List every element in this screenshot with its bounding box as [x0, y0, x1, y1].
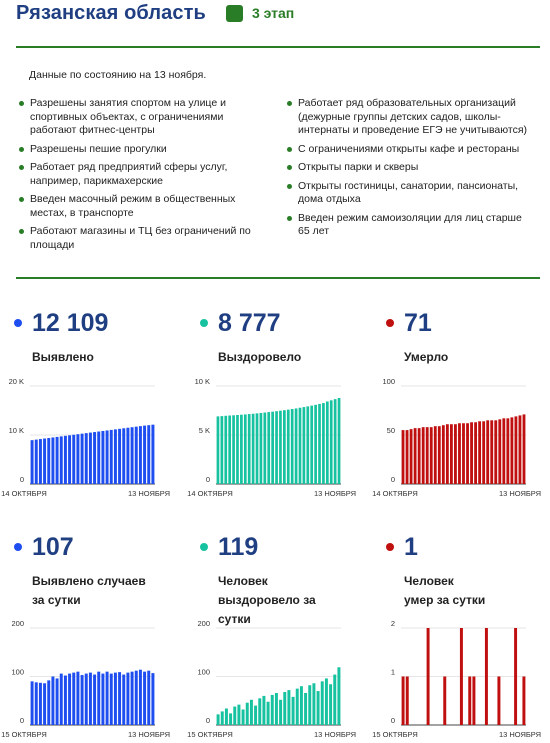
bar	[490, 420, 493, 484]
bar	[39, 683, 42, 725]
bar	[258, 698, 261, 725]
bar	[422, 427, 425, 484]
bar	[515, 416, 518, 484]
bar	[126, 673, 129, 725]
bar	[299, 408, 302, 484]
bar	[131, 427, 134, 484]
bar	[122, 675, 125, 725]
measure-item: Работает ряд предприятий сферы услуг, например, парикмахерские	[19, 161, 269, 188]
bar	[131, 672, 134, 725]
bar	[122, 428, 125, 484]
bar	[402, 677, 405, 726]
bar	[333, 675, 336, 725]
bar	[430, 427, 433, 484]
stat-label: Выздоровело	[218, 350, 302, 364]
bar	[300, 686, 303, 725]
y-tick-label: 100	[11, 667, 24, 677]
bar	[60, 674, 63, 725]
chart-detected-daily	[0, 620, 175, 743]
bar	[260, 413, 263, 484]
bar	[68, 674, 71, 725]
bar	[139, 670, 142, 725]
bar	[240, 415, 243, 484]
x-tick-label-end: 13 НОЯБРЯ	[127, 489, 171, 498]
bar	[43, 439, 46, 484]
y-tick-label: 10 K	[194, 377, 210, 386]
bar	[287, 690, 290, 725]
bar	[321, 681, 324, 725]
bar	[462, 423, 465, 484]
measure-item: Работают магазины и ТЦ без ограничений по площади	[19, 225, 269, 252]
bar	[506, 418, 509, 484]
bar	[443, 677, 446, 726]
stat-label: Человек выздоровело за сутки	[218, 574, 316, 626]
x-tick-label-end: 13 НОЯБРЯ	[127, 730, 171, 739]
bar	[275, 411, 278, 484]
bar	[434, 426, 437, 484]
series-dot	[200, 543, 208, 551]
stat-label: Умерло	[404, 350, 449, 364]
bar	[56, 678, 59, 725]
y-tick-label: 1	[390, 667, 395, 677]
bar	[56, 437, 59, 484]
bar	[522, 677, 525, 726]
stat-value: 107	[32, 532, 74, 561]
bar	[317, 691, 320, 725]
bar	[72, 435, 75, 484]
bar	[271, 695, 274, 725]
bar	[427, 628, 430, 725]
bar	[474, 422, 477, 484]
bar	[446, 424, 449, 484]
bar	[466, 423, 469, 484]
bar	[310, 406, 313, 484]
chart-deaths-daily	[371, 620, 546, 743]
bar	[110, 674, 113, 725]
bar	[89, 433, 92, 484]
bar	[242, 709, 245, 725]
stat-value: 1	[404, 532, 418, 561]
bar	[47, 680, 50, 725]
stat-recovered-daily	[200, 532, 350, 629]
stat-detected	[14, 308, 164, 367]
measure-item: Открыты парки и скверы	[287, 161, 533, 175]
bar	[217, 714, 220, 725]
chart-recovered-total	[186, 378, 361, 502]
bar	[114, 673, 117, 725]
chart-detected-total	[0, 378, 175, 502]
bar	[402, 430, 405, 484]
bar	[60, 436, 63, 484]
x-tick-label-end: 13 НОЯБРЯ	[313, 489, 357, 498]
y-tick-label: 0	[19, 716, 24, 725]
x-tick-label-end: 13 НОЯБРЯ	[498, 730, 542, 739]
bar	[217, 416, 220, 484]
bar	[143, 426, 146, 484]
x-tick-label-end: 13 НОЯБРЯ	[498, 489, 542, 498]
measure-item: Разрешены пешие прогулки	[19, 143, 269, 157]
bar	[248, 414, 251, 484]
bar	[246, 703, 249, 725]
bar	[519, 415, 522, 484]
bar	[35, 440, 38, 484]
bar	[291, 409, 294, 484]
bar	[76, 672, 79, 725]
bar	[275, 693, 278, 725]
bar	[263, 413, 266, 484]
stage-indicator	[226, 5, 243, 22]
bar	[318, 404, 321, 484]
bar	[271, 412, 274, 484]
bar	[224, 416, 227, 484]
measure-item: Введен масочный режим в общественных местах, в транспорте	[19, 193, 269, 220]
bar	[337, 667, 340, 725]
bar	[93, 432, 96, 484]
bar	[101, 431, 104, 484]
bar	[472, 677, 475, 726]
bar	[486, 420, 489, 484]
bar	[147, 425, 150, 484]
bar	[292, 697, 295, 725]
bar	[406, 677, 409, 726]
measure-item: Разрешены занятия спортом на улице и спортивных объектах, с ограничениями работают фитнес-центры	[19, 97, 269, 138]
bar	[322, 403, 325, 484]
bar	[442, 425, 445, 484]
y-tick-label: 100	[382, 377, 395, 386]
bar	[438, 426, 441, 484]
bar	[256, 413, 259, 484]
series-dot	[14, 319, 22, 327]
chart-recovered-daily	[186, 620, 361, 743]
stat-value: 12 109	[32, 308, 109, 337]
chart-deaths-total	[371, 378, 546, 502]
bar	[308, 685, 311, 725]
stat-detected-daily	[14, 532, 156, 610]
series-dot	[200, 319, 208, 327]
bar	[267, 412, 270, 484]
y-tick-label: 50	[386, 426, 395, 435]
bar	[470, 422, 473, 484]
bar	[147, 671, 150, 725]
page-header	[16, 0, 294, 26]
bar	[89, 673, 92, 725]
stat-label: Выявлено	[32, 350, 94, 364]
bar	[450, 424, 453, 484]
bar	[254, 706, 257, 725]
bar	[68, 435, 71, 484]
measures-list-left	[19, 97, 269, 257]
bar	[326, 401, 329, 484]
top-divider	[16, 46, 540, 48]
bar	[338, 398, 341, 484]
stat-label: Выявлено случаев за сутки	[32, 574, 146, 607]
bar	[406, 430, 409, 484]
bar	[460, 628, 463, 725]
measure-item: Открыты гостиницы, санатории, пансионаты, дома отдыха	[287, 180, 533, 207]
y-tick-label: 0	[19, 475, 24, 484]
bar	[303, 407, 306, 484]
bar	[81, 434, 84, 484]
data-date-note: Данные по состоянию на 13 ноября.	[29, 69, 207, 81]
bar	[494, 420, 497, 484]
measure-item: С ограничениями открыты кафе и рестораны	[287, 143, 533, 157]
bar	[485, 628, 488, 725]
bar	[93, 675, 96, 725]
bar	[330, 400, 333, 484]
bar	[118, 672, 121, 725]
stat-value: 119	[218, 532, 259, 561]
bar	[414, 428, 417, 484]
bar	[72, 673, 75, 725]
region-title: Рязанская область	[16, 1, 206, 24]
bar	[225, 709, 228, 725]
bar	[314, 405, 317, 484]
stat-value: 8 777	[218, 308, 281, 337]
bar	[233, 707, 236, 725]
bar	[267, 702, 270, 725]
bar	[97, 432, 100, 484]
y-tick-label: 200	[11, 619, 24, 628]
bar	[76, 434, 79, 484]
bar	[221, 416, 224, 484]
bar	[252, 414, 255, 484]
x-tick-label-start: 14 ОКТЯБРЯ	[1, 489, 47, 498]
y-tick-label: 0	[205, 475, 210, 484]
bar	[498, 419, 501, 484]
bar	[81, 675, 84, 725]
bar	[510, 417, 513, 484]
bar	[135, 427, 138, 484]
bar	[279, 411, 282, 484]
bar	[468, 677, 471, 726]
bar	[514, 628, 517, 725]
bar	[101, 674, 104, 725]
bar	[118, 429, 121, 484]
stat-deaths	[386, 308, 536, 367]
bar	[151, 673, 154, 725]
bar	[85, 674, 88, 725]
bar	[97, 672, 100, 725]
middle-divider	[16, 277, 540, 279]
bar	[106, 672, 109, 725]
bar	[39, 439, 42, 484]
bar	[139, 426, 142, 484]
y-tick-label: 2	[390, 619, 395, 628]
y-tick-label: 20 K	[8, 377, 24, 386]
bar	[283, 410, 286, 484]
bar	[244, 414, 247, 484]
x-tick-label-start: 14 ОКТЯБРЯ	[372, 489, 418, 498]
bar	[229, 713, 232, 725]
bar	[250, 700, 253, 725]
stat-label: Человек умер за сутки	[404, 574, 486, 607]
bar	[221, 711, 224, 725]
y-tick-label: 0	[390, 475, 395, 484]
bar	[262, 696, 265, 725]
bar	[295, 408, 298, 484]
series-dot	[386, 319, 394, 327]
x-tick-label-end: 13 НОЯБРЯ	[313, 730, 357, 739]
bar	[418, 428, 421, 484]
bar	[283, 692, 286, 725]
bar	[64, 436, 67, 484]
stat-recovered	[200, 308, 350, 367]
bar	[232, 415, 235, 484]
bar	[43, 683, 46, 725]
bar	[151, 425, 154, 484]
x-tick-label-start: 14 ОКТЯБРЯ	[187, 489, 233, 498]
y-tick-label: 200	[197, 619, 210, 628]
bar	[426, 427, 429, 484]
bar	[31, 440, 34, 484]
bar	[35, 682, 38, 725]
bar	[296, 689, 299, 725]
x-tick-label-start: 15 ОКТЯБРЯ	[372, 730, 418, 739]
stat-deaths-daily	[386, 532, 486, 610]
bar	[334, 399, 337, 484]
bar	[31, 681, 34, 725]
bar	[51, 437, 54, 484]
measure-item: Работает ряд образовательных организаций (дежурные группы детских садов, школы-интернаты и проведение ЕГЭ не учитываются)	[287, 97, 533, 138]
y-tick-label: 5 K	[198, 426, 210, 435]
y-tick-label: 10 K	[8, 426, 24, 435]
bar	[228, 415, 231, 484]
bar	[106, 430, 109, 484]
bar	[306, 406, 309, 484]
bar	[304, 693, 307, 725]
bar	[458, 423, 461, 484]
y-tick-label: 0	[205, 716, 210, 725]
bar	[47, 438, 50, 484]
bar	[237, 705, 240, 725]
y-tick-label: 100	[197, 667, 210, 677]
bar	[143, 672, 146, 725]
bar	[312, 683, 315, 725]
bar	[64, 676, 67, 725]
series-dot	[14, 543, 22, 551]
bar	[85, 433, 88, 484]
bar	[410, 429, 413, 484]
x-tick-label-start: 15 ОКТЯБРЯ	[187, 730, 233, 739]
series-dot	[386, 543, 394, 551]
bar	[325, 678, 328, 725]
stat-value: 71	[404, 308, 432, 337]
bar	[236, 415, 239, 484]
bar	[126, 428, 129, 484]
bar	[454, 424, 457, 484]
bar	[482, 421, 485, 484]
bar	[478, 421, 481, 484]
bar	[279, 700, 282, 725]
stage-label: 3 этап	[251, 5, 295, 21]
bar	[51, 677, 54, 726]
bar	[135, 671, 138, 725]
bar	[110, 430, 113, 484]
bar	[287, 410, 290, 484]
bar	[329, 684, 332, 725]
measures-list-right	[287, 97, 533, 244]
bar	[502, 418, 505, 484]
bar	[497, 677, 500, 726]
bar	[523, 414, 526, 484]
x-tick-label-start: 15 ОКТЯБРЯ	[1, 730, 47, 739]
y-tick-label: 0	[390, 716, 395, 725]
bar	[114, 429, 117, 484]
measure-item: Введен режим самоизоляции для лиц старше 65 лет	[287, 212, 533, 239]
